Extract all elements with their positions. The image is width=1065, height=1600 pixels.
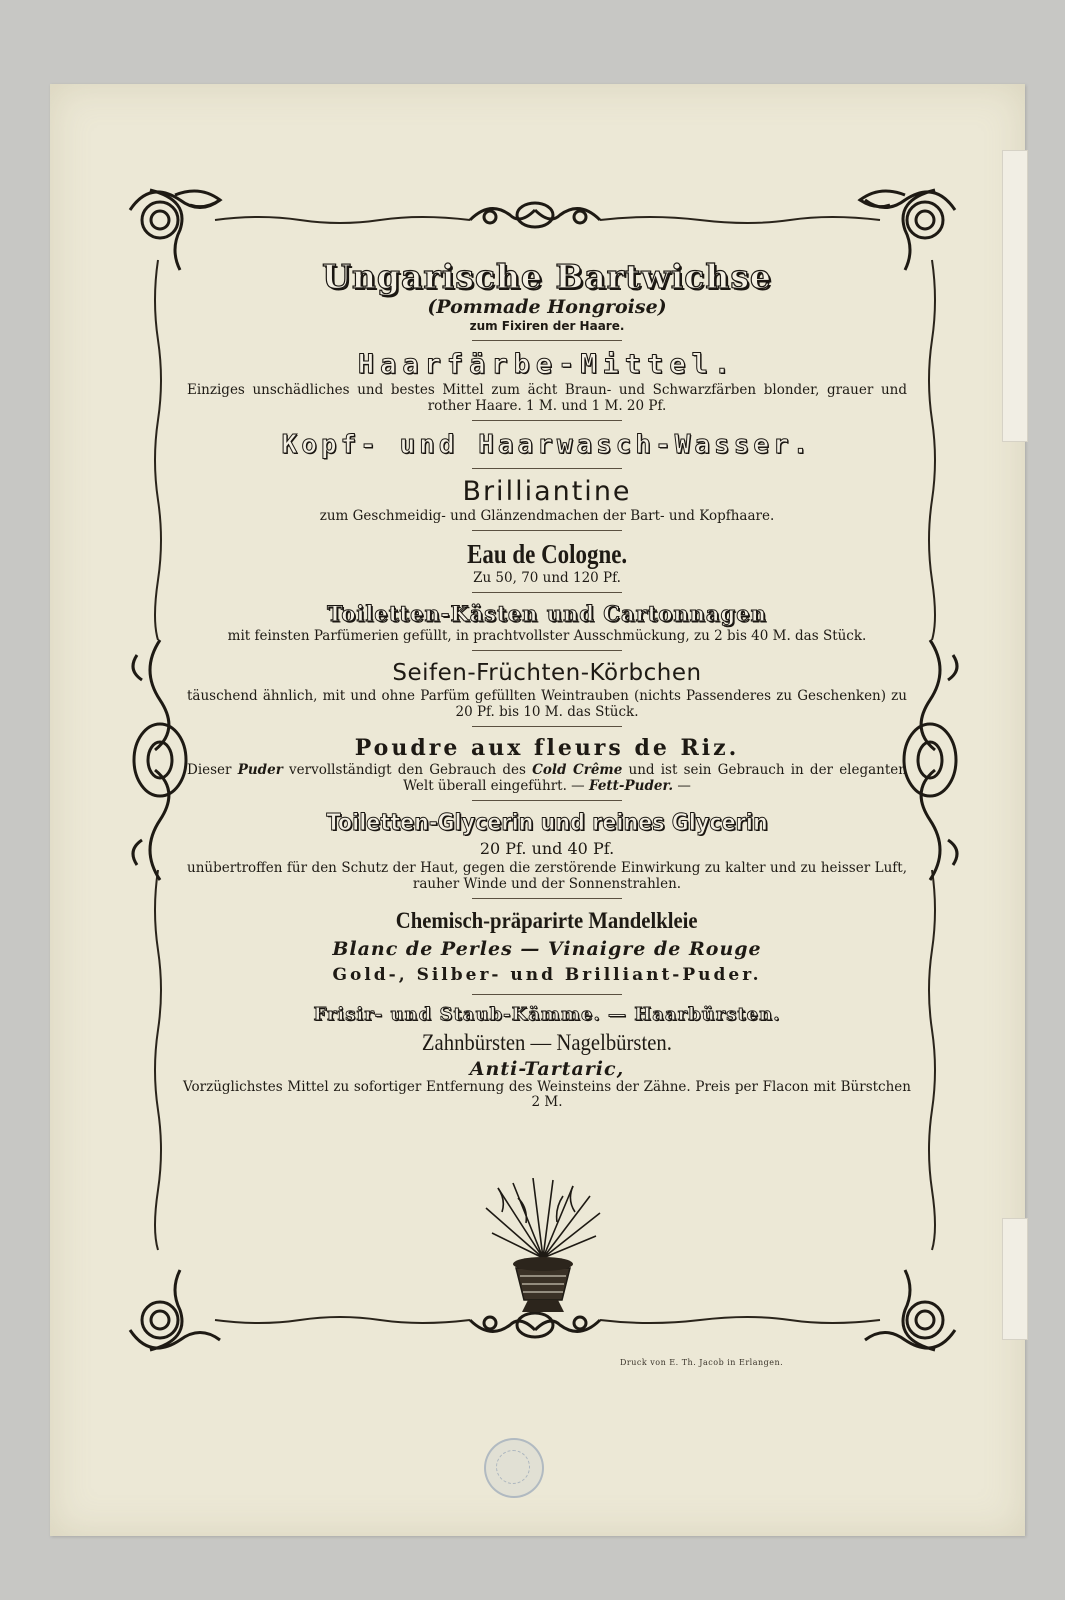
poudre-em-puder: Puder (237, 762, 283, 778)
paper-tab-top (1002, 150, 1028, 442)
divider (472, 726, 622, 727)
main-subtitle: (Pommade Hongroise) (427, 296, 667, 318)
item-zahnbuersten-line: Zahnbürsten — Nagelbürsten. (421, 1030, 673, 1055)
item-haarfaerbe-heading: Haarfärbe-Mittel. (357, 349, 737, 380)
printer-credit: Druck von E. Th. Jacob in Erlangen. (620, 1358, 784, 1367)
divider (472, 420, 622, 421)
main-title: Ungarische Bartwichse (322, 257, 772, 296)
poudre-text-end: und ist sein Gebrauch in der eleganten Welt überall eingeführt. — (403, 762, 907, 794)
item-cologne-text: Zu 50, 70 und 120 Pf. (473, 570, 621, 586)
item-blanc-line: Blanc de Perles — Vinaigre de Rouge (332, 938, 762, 960)
item-toiletten-text: mit feinsten Parfümerien gefüllt, in prachtvollster Ausschmückung, zu 2 bis 40 M. das Stück. (227, 628, 867, 644)
item-glycerin-text: unübertroffen für den Schutz der Haut, gegen die zerstörende Einwirkung zu kalter und zu heisser Luft, rauher Winde und der Sonnenstrahlen. (187, 860, 907, 892)
item-glycerin-price: 20 Pf. und 40 Pf. (479, 839, 615, 858)
item-seifen-heading: Seifen-Früchten-Körbchen (392, 660, 702, 686)
library-stamp-icon (484, 1438, 544, 1498)
item-cologne-heading: Eau de Cologne. (466, 539, 628, 569)
item-brilliantine-heading: Brilliantine (462, 476, 632, 507)
item-poudre-heading: Poudre aux fleurs de Riz. (354, 735, 740, 761)
item-glycerin-heading: Toiletten-Glycerin und reines Glycerin (326, 810, 768, 836)
item-gold-line: Gold-, Silber- und Brilliant-Puder. (332, 965, 762, 985)
poster-content (183, 258, 911, 1110)
divider (472, 800, 622, 801)
subtitle-note: zum Fixiren der Haare. (469, 319, 625, 333)
item-antitartaric-text: Vorzüglichstes Mittel zu sofortiger Entfernung des Weinsteins der Zähne. Preis per Flacon mit Bürstchen 2 M. (183, 1079, 911, 1110)
poudre-text-start: Dieser (187, 762, 232, 778)
poudre-dash: — (677, 778, 691, 794)
item-haarfaerbe-text: Einziges unschädliches und bestes Mittel zum ächt Braun- und Schwarzfärben blonder, grauer und rother Haare. 1 M. und 1 M. 20 Pf. (187, 382, 907, 414)
flower-basket-icon (478, 1178, 608, 1318)
item-toiletten-heading: Toiletten-Kästen und Cartonnagen (327, 601, 767, 626)
poudre-em-coldcreme: Cold Crême (532, 762, 623, 778)
item-kaemme-heading: Frisir- und Staub-Kämme. — Haarbürsten. (313, 1004, 781, 1025)
item-kopfwasser-heading: Kopf- und Haarwasch-Wasser. (281, 430, 813, 460)
paper-tab-bottom (1002, 1218, 1028, 1340)
poudre-em-fettpuder: Fett-Puder. (588, 778, 674, 794)
item-mandelkleie-heading: Chemisch-präparirte Mandelkleie (396, 908, 698, 933)
item-poudre-text (183, 762, 911, 794)
divider (472, 592, 622, 593)
item-brilliantine-text: zum Geschmeidig- und Glänzendmachen der Bart- und Kopfhaare. (319, 508, 775, 524)
divider (472, 340, 622, 341)
divider (472, 994, 622, 995)
divider (472, 650, 622, 651)
divider (472, 468, 622, 469)
item-antitartaric-heading: Anti-Tartaric, (469, 1058, 625, 1080)
item-seifen-text: täuschend ähnlich, mit und ohne Parfüm gefüllten Weintrauben (nichts Passenderes zu Geschenken) zu 20 Pf. bis 10 M. das Stück. (187, 688, 907, 720)
poudre-text-mid: vervollständigt den Gebrauch des (289, 762, 526, 778)
divider (472, 898, 622, 899)
divider (472, 530, 622, 531)
